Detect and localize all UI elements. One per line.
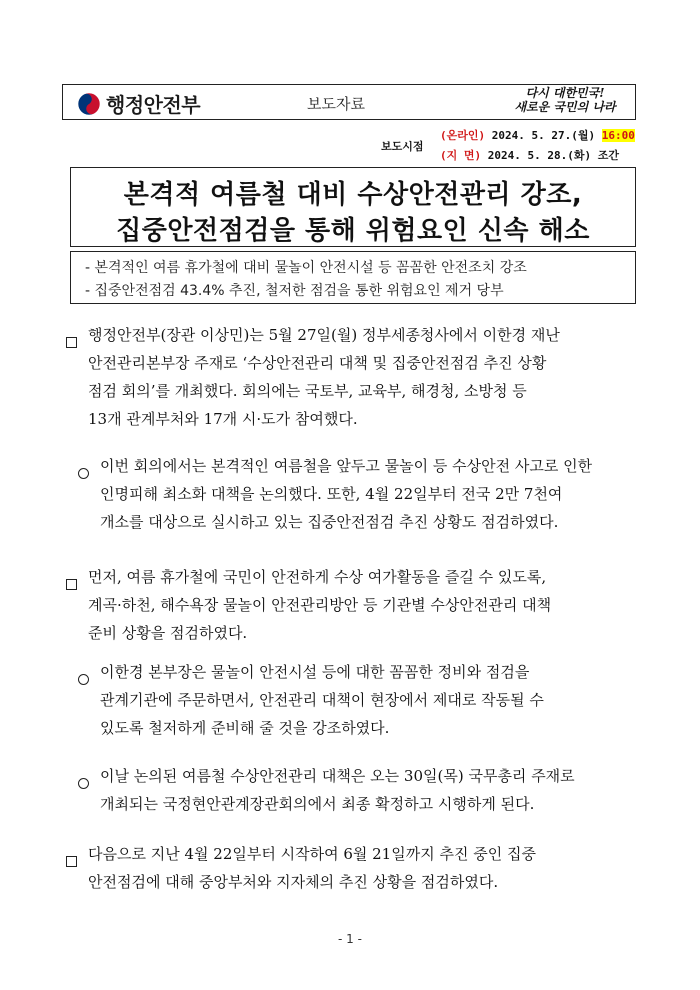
subheadline-1: - 본격적인 여름 휴가철에 대비 물놀이 안전시설 등 꼼꼼한 안전조치 강조	[85, 260, 527, 276]
government-slogan	[505, 86, 625, 118]
paragraph-line: 있도록 철저하게 준비해 줄 것을 강조하였다.	[100, 719, 390, 737]
circle-bullet-icon	[78, 666, 89, 694]
print-tag: (지 면)	[440, 149, 482, 162]
paragraph-line: 계곡·하천, 해수욕장 물놀이 안전관리방안 등 기관별 수상안전관리 대책	[88, 596, 552, 614]
paragraph-line: 준비 상황을 점검하였다.	[88, 624, 248, 642]
headline-box	[70, 167, 636, 247]
square-bullet-icon	[66, 329, 77, 357]
page-number: - 1 -	[338, 932, 362, 946]
print-date: 2024. 5. 28.(화) 조간	[487, 149, 619, 162]
headline-line-2: 집중안전점검을 통해 위험요인 신속 해소	[116, 216, 590, 246]
paragraph-line: 인명피해 최소화 대책을 논의했다. 또한, 4월 22일부터 전국 2만 7천여	[100, 485, 563, 503]
paragraph-line: 관계기관에 주문하면서, 안전관리 대책이 현장에서 제대로 작동될 수	[100, 691, 544, 709]
circle-bullet-icon	[78, 770, 89, 798]
paragraph-line: 개최되는 국정현안관계장관회의에서 최종 확정하고 시행하게 된다.	[100, 795, 535, 813]
online-date: 2024. 5. 27.(월)	[491, 129, 596, 142]
slogan-line-1: 다시 대한민국!	[525, 86, 605, 100]
paragraph-5	[100, 762, 636, 818]
press-header	[62, 84, 636, 120]
paragraph-line: 먼저, 여름 휴가철에 국민이 안전하게 수상 여가활동을 즐길 수 있도록,	[88, 568, 547, 586]
paragraph-4	[100, 658, 636, 742]
embargo-label: 보도시점	[381, 140, 424, 153]
paragraph-2	[100, 452, 636, 536]
paragraph-line: 13개 관계부처와 17개 시·도가 참여했다.	[88, 410, 358, 428]
paragraph-line: 점검 회의’를 개최했다. 회의에는 국토부, 교육부, 해경청, 소방청 등	[88, 382, 527, 400]
paragraph-3	[88, 563, 636, 647]
paragraph-6	[88, 840, 636, 896]
document-type: 보도자료	[307, 95, 365, 113]
slogan-line-2: 새로운 국민의 나라	[514, 100, 616, 114]
paragraph-line: 안전관리본부장 주재로 ‘수상안전관리 대책 및 집중안전점검 추진 상황	[88, 354, 547, 372]
subheadline-box	[70, 251, 636, 304]
square-bullet-icon	[66, 571, 77, 599]
embargo-print-row	[440, 147, 619, 163]
paragraph-1	[88, 321, 636, 433]
square-bullet-icon	[66, 848, 77, 876]
paragraph-line: 이날 논의된 여름철 수상안전관리 대책은 오는 30일(목) 국무총리 주재로	[100, 767, 575, 785]
paragraph-line: 개소를 대상으로 실시하고 있는 집중안전점검 추진 상황도 점검하였다.	[100, 513, 559, 531]
online-time: 16:00	[601, 129, 635, 142]
paragraph-line: 안전점검에 대해 중앙부처와 지자체의 추진 상황을 점검하였다.	[88, 873, 499, 891]
ministry-name: 행정안전부	[106, 93, 201, 117]
subheadline-2: - 집중안전점검 43.4% 추진, 철저한 점검을 통한 위험요인 제거 당부	[85, 283, 504, 299]
paragraph-line: 행정안전부(장관 이상민)는 5월 27일(월) 정부세종청사에서 이한경 재난	[88, 326, 560, 344]
paragraph-line: 이한경 본부장은 물놀이 안전시설 등에 대한 꼼꼼한 정비와 점검을	[100, 663, 530, 681]
paragraph-line: 이번 회의에서는 본격적인 여름철을 앞두고 물놀이 등 수상안전 사고로 인한	[100, 457, 593, 475]
headline-line-1: 본격적 여름철 대비 수상안전관리 강조,	[123, 180, 583, 210]
circle-bullet-icon	[78, 460, 89, 488]
taegeuk-emblem-icon	[77, 92, 101, 116]
paragraph-line: 다음으로 지난 4월 22일부터 시작하여 6월 21일까지 추진 중인 집중	[88, 845, 536, 863]
embargo-online-row	[440, 127, 635, 143]
online-tag: (온라인)	[440, 129, 486, 142]
ministry-logo	[77, 89, 200, 118]
